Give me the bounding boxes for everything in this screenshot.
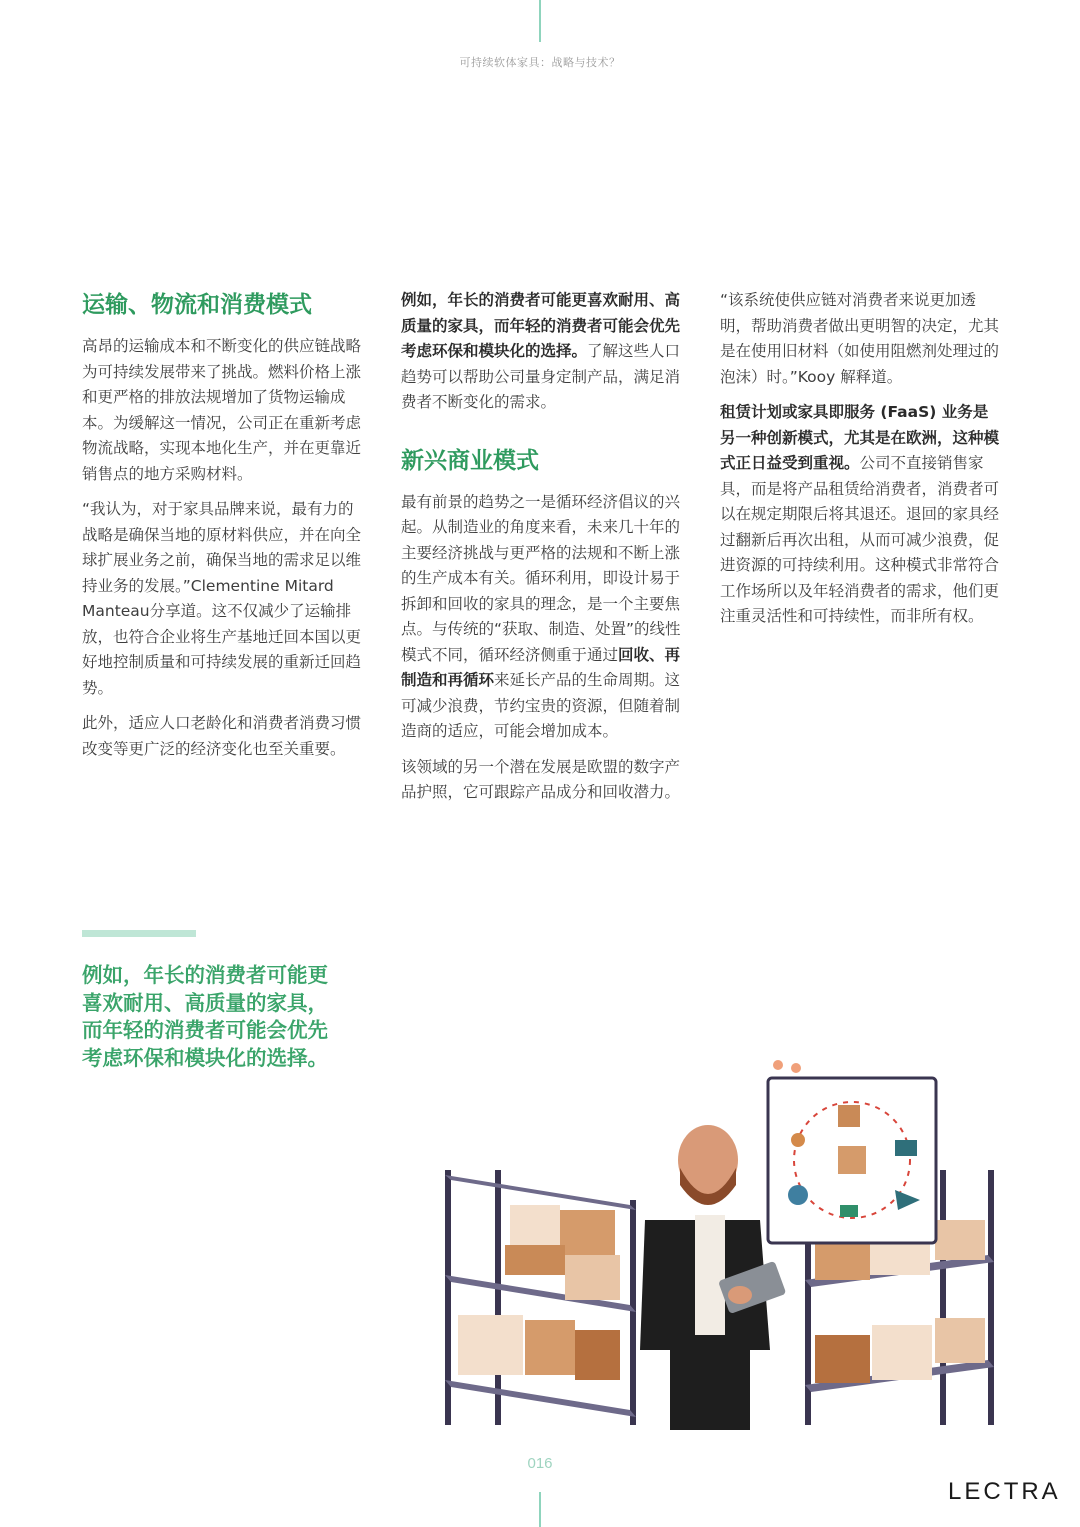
pull-quote-bar [82,930,196,937]
section-heading-transport: 运输、物流和消费模式 [82,292,312,318]
paragraph: 高昂的运输成本和不断变化的供应链战略为可持续发展带来了挑战。燃料价格上涨和更严格的排放法规增加了货物运输成本。为缓解这一情况，公司正在重新考虑物流战略，实现本地化生产，并在更靠近销售点的地方采购材料。 [82,337,362,483]
person-icon [640,1125,786,1430]
column-2 [401,288,683,816]
column-3 [720,288,1002,640]
running-title: 可持续软体家具：战略与技术？ [459,56,621,69]
paragraph: “该系统使供应链对消费者来说更加透明，帮助消费者做出更明智的决定，尤其是在使用旧材料（如使用阻燃剂处理过的泡沫）时。”Kooy 解释道。 [720,291,1000,386]
paragraph [401,490,683,745]
bold-text: 例如，年长的消费者可能更喜欢耐用、高质量的家具，而年轻的消费者可能会优先考虑环保和模块化的选择。 [401,291,681,360]
bottom-divider-line [539,1492,541,1527]
bold-text: 租赁计划或家具即服务 (FaaS) 业务是另一种创新模式，尤其是在欧洲，这种模式正日益受到重视。 [720,403,1000,472]
page-number: 016 [527,1455,553,1472]
bold-text: 回收、再制造和再循环 [401,645,681,689]
warehouse-illustration [440,1050,1010,1430]
left-shelf-icon [445,1170,636,1425]
text: 了解这些人口趋势可以帮助公司量身定制产品，满足消费者不断变化的需求。 [401,342,681,411]
logistics-screen-icon [768,1060,936,1243]
paragraph [401,288,683,416]
top-divider-line [539,0,541,42]
paragraph: “我认为，对于家具品牌来说，最有力的战略是确保当地的原材料供应，并在向全球扩展业务之前，确保当地的需求足以维持业务的发展。”Clementine Mitard Manteau分享道。这不仅减少了运输排放，也符合企业将生产基地迁回本国以更好地控制质量和可持续发展的重新迁回趋势。 [82,500,362,697]
text: 最有前景的趋势之一是循环经济倡议的兴起。从制造业的角度来看，未来几十年的主要经济挑战与更严格的法规和不断上涨的生产成本有关。循环利用，即设计易于拆卸和回收的家具的理念，是一个主要焦点。与传统的“获取、制造、处置”的线性模式不同，循环经济侧重于通过 [401,492,681,664]
paragraph: 此外，适应人口老龄化和消费者消费习惯改变等更广泛的经济变化也至关重要。 [82,714,362,758]
text: 公司不直接销售家具，而是将产品租赁给消费者，消费者可以在规定期限后将其退还。退回的家具经过翻新后再次出租，从而可减少浪费，促进资源的可持续利用。这种模式非常符合工作场所以及年轻消费者的需求，他们更注重灵活性和可持续性，而非所有权。 [720,454,1000,625]
paragraph [720,400,1002,630]
paragraph: 该领域的另一个潜在发展是欧盟的数字产品护照，它可跟踪产品成分和回收潜力。 [401,757,681,801]
text: 来延长产品的生命周期。这可减少浪费，节约宝贵的资源，但随着制造商的适应，可能会增加成本。 [401,671,681,740]
section-heading-business-models: 新兴商业模式 [401,447,539,474]
column-1 [82,288,362,772]
pull-quote: 例如，年长的消费者可能更喜欢耐用、高质量的家具，而年轻的消费者可能会优先考虑环保和模块化的选择。 [82,963,328,1070]
lectra-logo: LECTRA [948,1478,1061,1505]
